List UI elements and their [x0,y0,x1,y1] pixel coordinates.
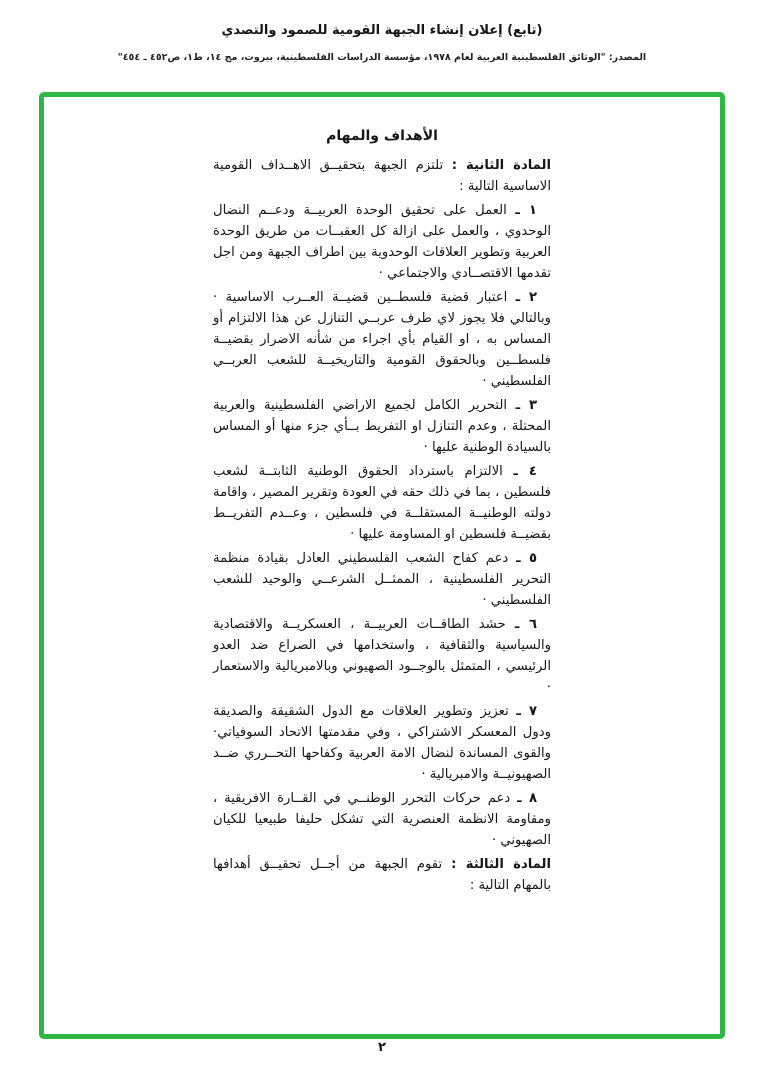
clause-4-text: الالتزام باسترداد الحقوق الوطنية الثابتــة لشعب فلسطين ، بما في ذلك حقه في العودة وتقرير المصير ، واقامة دولته الوطنيــة المستقلــة في فلسطين ، وعــدم التفريــط بقضيــة فلسطين او المساومة عليها · [213,464,551,542]
article-3-intro [213,854,551,896]
document-source-line: المصدر: "الوثائق الفلسطينية العربية لعام ١٩٧٨، مؤسسة الدراسات الفلسطينية، بيروت، مج ١٤، ط١، ص٤٥٢ ـ ٤٥٤" [117,52,647,63]
document-body [213,128,551,899]
article-3-label: المادة الثالثة : [451,857,551,872]
section-title: الأهداف والمهام [326,128,438,144]
article-3-text: تقوم الجبهة من أجــل تحقيــق أهدافها بالمهام التالية : [213,857,551,893]
clause-8-text: دعم حركات التحرر الوطنــي في القــارة الافريقية ، ومقاومة الانظمة العنصرية التي تشكل حليفا طبيعيا للكيان الصهيوني · [213,791,551,848]
clause-2-text: اعتبار قضية فلسطــين قضيــة العــرب الاساسية · وبالتالي فلا يجوز لاي طرف عربــي التنازل عن هذا الالتزام أو المساس به ، او القيام بأي اجراء من شأنه الاضرار بقضيــة فلسطــين وبالحقوق القومية والتاريخيــة للشعب العربــي الفلسطيني · [213,290,551,389]
clause-5-number: ٥ ـ [516,551,537,566]
clause-1-text: العمل على تحقيق الوحدة العربيــة ودعــم النضال الوحدوي ، والعمل على ازالة كل العقبــات من طريق الوحدة العربية وتطوير العلاقات الوحدوية بين اطراف الجبهة ومن اجل تقدمها الاقتصــادي والاجتماعي · [213,203,551,281]
clause-3-text: التحرير الكامل لجميع الاراضي الفلسطينية والعربية المحتلة ، وعدم التنازل او التفريط بــأي جزء منها أو المساس بالسيادة الوطنية عليها · [213,398,551,455]
clause-2 [213,287,551,392]
clause-6 [213,614,551,698]
clause-6-text: حشد الطاقــات العربيــة ، العسكريــة والاقتصادية والسياسية والثقافية ، واستخدامها في الصراع ضد العدو الرئيسي ، المتمثل بالوجــود الصهيوني وبالامبريالية والاستعمار · [213,617,551,695]
clause-7-number: ٧ ـ [516,704,537,719]
article-2-label: المادة الثانية : [451,158,551,173]
clause-1-number: ١ ـ [515,203,537,218]
page-number: ٢ [378,1040,386,1055]
clause-7-text: تعزيز وتطوير العلاقات مع الدول الشقيقة والصديقة ودول المعسكر الاشتراكي ، وفي مقدمتها الاتحاد السوفياتي· والقوى المساندة لنضال الامة العربية وكفاحها التحــرري ضــد الصهيونيــة والامبريالية · [213,704,551,782]
clause-7 [213,701,551,785]
clause-3-number: ٣ ـ [515,398,538,413]
clause-6-number: ٦ ـ [514,617,537,632]
article-2-text: تلتزم الجبهة بتحقيــق الاهــداف القومية الاساسية التالية : [213,158,551,194]
document-header-title: (تابع) إعلان إنشاء الجبهة القومية للصمود والتصدي [221,23,543,38]
clause-8-number: ٨ ـ [517,791,538,806]
clause-4-number: ٤ ـ [513,464,537,479]
clause-1 [213,200,551,284]
clause-5-text: دعم كفاح الشعب الفلسطيني العادل بقيادة منظمة التحرير الفلسطينية ، الممثــل الشرعــي والوحيد للشعب الفلسطيني · [213,551,551,608]
clause-8 [213,788,551,851]
clause-5 [213,548,551,611]
clause-2-number: ٢ ـ [515,290,537,305]
clause-4 [213,461,551,545]
clause-3 [213,395,551,458]
article-2-intro [213,155,551,197]
